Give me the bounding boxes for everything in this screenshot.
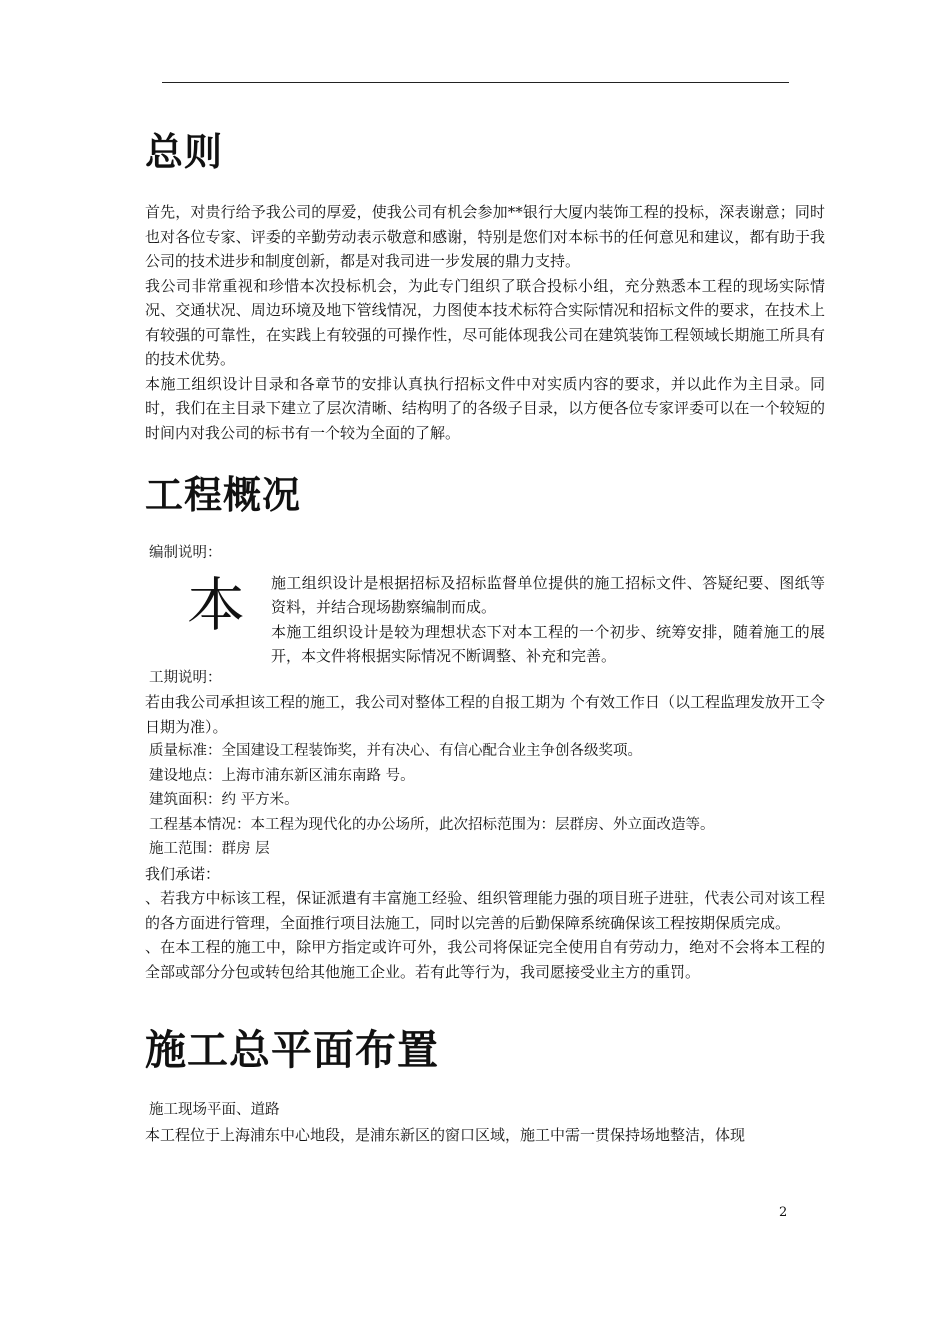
quality-standard: 质量标准：全国建设工程装饰奖，并有决心、有信心配合业主争创各级奖项。 bbox=[149, 743, 642, 759]
promise-item-2: 、在本工程的施工中，除甲方指定或许可外，我公司将保证完全使用自有劳动力，绝对不会将本工程的全部或部分分包或转包给其他施工企业。若有此等行为，我司愿接受业主方的重罚。 bbox=[145, 938, 825, 981]
building-area: 建筑面积：约 平方米。 bbox=[149, 792, 299, 808]
drop-cap: 本 bbox=[187, 570, 246, 639]
heading-project-overview: 工程概况 bbox=[145, 473, 302, 517]
promise-label: 我们承诺： bbox=[145, 864, 221, 883]
construction-scope: 施工范围：群房 层 bbox=[149, 841, 270, 857]
general-paragraph-2: 我公司非常重视和珍惜本次投标机会，为此专门组织了联合投标小组，充分熟悉本工程的现场实际情况、交通状况、周边环境及地下管线情况，力图使本技术标符合实际情况和招标文件的要求，在技术上有较强的可靠性，在实践上有较强的可操作性，尽可能体现我公司在建筑装饰工程领域长期施工所具有的技术优势。 bbox=[145, 276, 825, 368]
compile-note-label: 编制说明： bbox=[149, 545, 222, 561]
basic-info: 工程基本情况：本工程为现代化的办公场所，此次招标范围为：层群房、外立面改造等。 bbox=[149, 816, 715, 833]
site-road-label: 施工现场平面、道路 bbox=[149, 1102, 280, 1118]
compile-note-block bbox=[145, 571, 825, 666]
compile-note-para-1: 施工组织设计是根据招标及招标监督单位提供的施工招标文件、答疑纪要、图纸等资料，并结合现场勘察编制而成。 bbox=[271, 573, 825, 616]
heading-general: 总则 bbox=[145, 130, 224, 174]
general-paragraph-1: 首先，对贵行给予我公司的厚爱，使我公司有机会参加**银行大厦内装饰工程的投标，深表谢意；同时也对各位专家、评委的辛勤劳动表示敬意和感谢，特别是您们对本标书的任何意见和建议，都有助于我公司的技术进步和制度创新，都是对我司进一步发展的鼎力支持。 bbox=[145, 203, 825, 270]
compile-note-para-2: 本施工组织设计是较为理想状态下对本工程的一个初步、统筹安排，随着施工的展开，本文件将根据实际情况不断调整、补充和完善。 bbox=[271, 622, 825, 665]
general-paragraph-3: 本施工组织设计目录和各章节的安排认真执行招标文件中对实质内容的要求，并以此作为主目录。同时，我们在主目录下建立了层次清晰、结构明了的各级子目录，以方便各位专家评委可以在一个较短的时间内对我公司的标书有一个较为全面的了解。 bbox=[145, 374, 825, 442]
compile-note-text bbox=[271, 571, 825, 669]
header-rule bbox=[162, 82, 789, 83]
page-content bbox=[145, 126, 825, 1147]
promise-item-1: 、若我方中标该工程，保证派遣有丰富施工经验、组织管理能力强的项目班子进驻，代表公司对该工程的各方面进行管理，全面推行项目法施工，同时以完善的后勤保障系统确保该工程按期保质完成。 bbox=[145, 889, 825, 932]
site-layout-text: 本工程位于上海浦东中心地段，是浦东新区的窗口区域，施工中需一贯保持场地整洁，体现 bbox=[145, 1125, 746, 1144]
period-label: 工期说明： bbox=[149, 669, 222, 686]
period-text: 若由我公司承担该工程的施工，我公司对整体工程的自报工期为 个有效工作日（以工程监理发放开工令日期为准）。 bbox=[145, 693, 825, 736]
construction-location: 建设地点：上海市浦东新区浦东南路 号。 bbox=[149, 767, 415, 784]
page-number: 2 bbox=[779, 1205, 788, 1220]
heading-site-layout: 施工总平面布置 bbox=[145, 1026, 439, 1074]
